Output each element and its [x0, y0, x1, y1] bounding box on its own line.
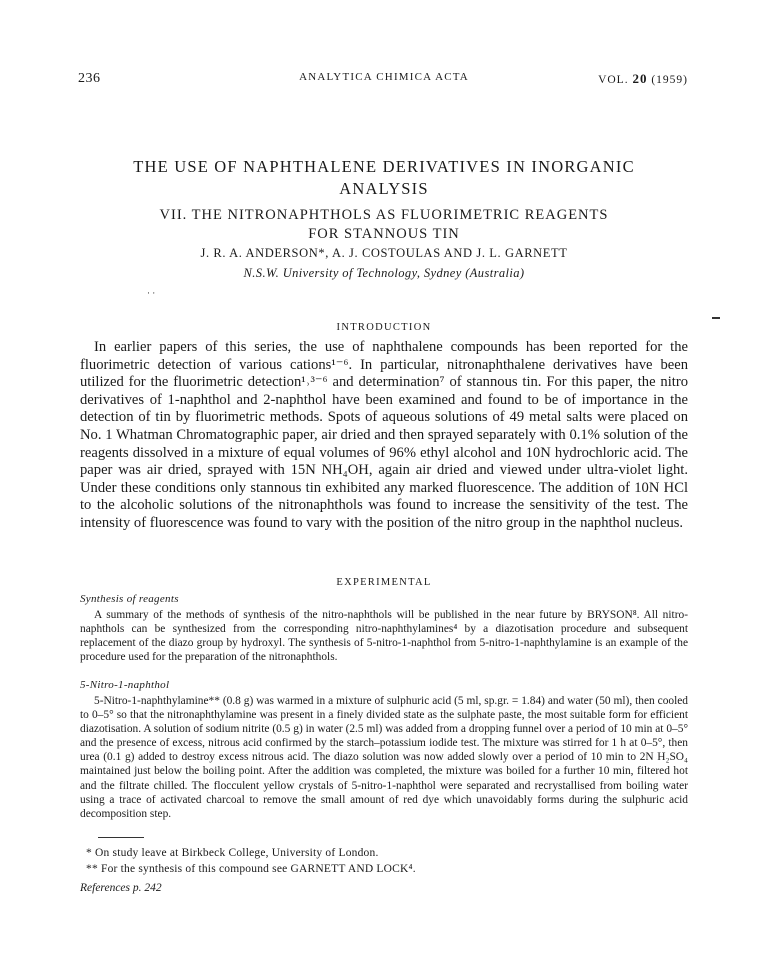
volume-year: (1959) [651, 74, 688, 86]
article-title [80, 156, 688, 200]
article-subtitle [80, 206, 688, 244]
running-head-volume [598, 71, 688, 87]
title-line-1: THE USE OF NAPHTHALENE DERIVATIVES IN INORGANIC [133, 157, 635, 176]
experimental-heading: EXPERIMENTAL [336, 577, 432, 588]
introduction-section [80, 339, 688, 533]
running-head-journal: ANALYTICA CHIMICA ACTA [299, 71, 469, 83]
subtitle-line-2: FOR STANNOUS TIN [308, 226, 460, 242]
references-note: References p. 242 [80, 882, 162, 894]
title-line-2: ANALYSIS [339, 179, 429, 198]
page-number: 236 [78, 71, 101, 86]
author-list: J. R. A. ANDERSON*, A. J. COSTOULAS AND J. L. GARNETT [200, 246, 568, 260]
synthesis-section [80, 608, 688, 664]
synthesis-paragraph: A summary of the methods of synthesis of the nitro-naphthols will be published in the near future by BRYSON⁸. All nitro-naphthols can be synthesized from the corresponding nitro-naphthylamines⁴ by a diazotisation procedure and subsequent replacement of the diazo group by hydroxyl. The synthesis of 5-nitro-1-naphthol from 5-nitro-1-naphthylamine is an example of the procedure used for the preparation of the nitronaphthols. [80, 609, 688, 664]
introduction-heading: INTRODUCTION [336, 322, 432, 333]
volume-label: VOL. [598, 74, 629, 86]
margin-mark [712, 317, 720, 319]
compound-paragraph: 5-Nitro-1-naphthylamine** (0.8 g) was warmed in a mixture of sulphuric acid (5 ml, sp.gr. = 1.84) and water (50 ml), then cooled to 0–5° so that the nitronaphthylamine was present in a finely divided state as the sulphate paste, the most suitable form for efficient diazotisation. A solution of sodium nitrite (0.5 g) in water (2.5 ml) was added from a dropping funnel over a period of 10 min at 0–5° and the presence of excess, nitrous acid confirmed by the starch–potassium iodide test. The mixture was stirred for 1 h at 0–5°, then urea (0.1 g) added to destroy excess nitrous acid. The diazo solution was now added slowly over a period of 10 min to 2N H₂SO₄ maintained just below the boiling point. After the addition was completed, the mixture was boiled for a further 10 min, filtered hot and the filtrate chilled. The flocculent yellow crystals of 5-nitro-1-naphthol were separated and recrystallised from boiling water using a trace of activated charcoal to remove the small amount of red dye which unavoidably forms during the sulphuric acid decomposition step. [80, 695, 688, 820]
footnote-rule [98, 837, 144, 838]
footnote-2: ** For the synthesis of this compound see GARNETT AND LOCK⁴. [86, 863, 416, 875]
compound-section [80, 694, 688, 821]
introduction-paragraph: In earlier papers of this series, the use of naphthalene compounds has been reported for the fluorimetric detection of various cations¹⁻⁶. In particular, nitronaphthalene derivatives have been utilized for the fluorimetric detection¹˒³⁻⁶ and determination⁷ of stannous tin. For this paper, the nitro derivatives of 1-naphthol and 2-naphthol have been examined and found to be of importance in the detection of tin by fluorimetric methods. Spots of aqueous solutions of 49 metal salts were placed on No. 1 Whatman Chromatographic paper, air dried and then sprayed separately with 0.1% solution of the reagents dissolved in a mixture of equal volumes of 96% ethyl alcohol and 10N hydrochloric acid. The paper was air dried, sprayed with 15N NH₄OH, again air dried and viewed under ultra-violet light. Under these conditions only stannous tin exhibited any marked fluorescence. The addition of 10N HCl to the alcoholic solutions of the nitronaphthols was found to increase the sensitivity of the test. The intensity of fluorescence was found to vary with the position of the nitro group in the naphthol nucleus. [80, 339, 688, 531]
volume-number: 20 [632, 71, 648, 86]
stray-marks: · · [147, 288, 156, 298]
subtitle-line-1: VII. THE NITRONAPHTHOLS AS FLUORIMETRIC REAGENTS [159, 207, 609, 223]
author-affiliation: N.S.W. University of Technology, Sydney (Australia) [243, 266, 525, 280]
synthesis-subheading: Synthesis of reagents [80, 593, 179, 605]
compound-subheading: 5-Nitro-1-naphthol [80, 679, 170, 691]
footnote-1: * On study leave at Birkbeck College, University of London. [86, 847, 379, 859]
